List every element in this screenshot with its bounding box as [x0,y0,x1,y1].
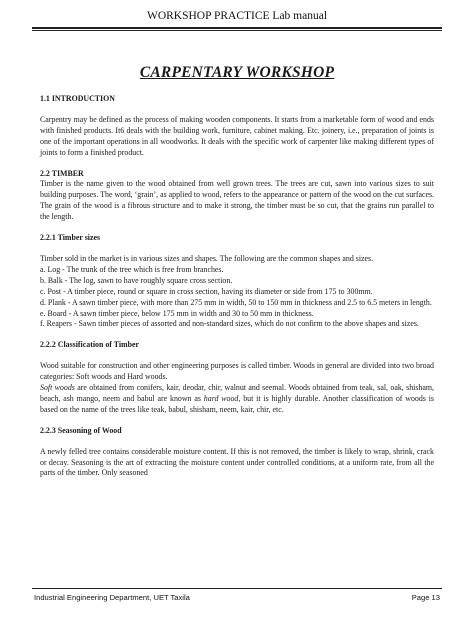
document-body [40,94,434,479]
section-heading-timber: 2.2 TIMBER [40,168,84,178]
timber-sizes-list [40,265,434,330]
section-heading-timber-sizes: 2.2.1 Timber sizes [40,233,101,243]
list-item: b. Balk - The log, sawn to have roughly square cross section. [40,275,233,285]
hard-wood-text: , but it is highly durable. Another classification of woods is based on the name of the trees like teak, babul, shisham, neem, kair, chir, etc. [40,393,434,414]
section-heading-classification: 2.2.2 Classification of Timber [40,340,139,350]
document-title: CARPENTARY WORKSHOP [139,64,335,81]
paragraph-timber: Timber is the name given to the wood obtained from well grown trees. The trees are cut, sawn into various sizes to suit building purposes. The word, ‘grain’, as applied to wood, refers to the appearance or pattern of the wood on the cut surfaces. The grain of the wood is a fibrous structure and to make it strong, the timber must be so cut, that the grains run parallel to the length. [40,179,434,222]
soft-woods-term: Soft woods [40,383,75,393]
paragraph-classification: Wood suitable for construction and other engineering purposes is called timber. Woods in general are divided into two broad categories: Soft woods and Hard woods. [40,361,434,382]
soft-woods-text: are obtained from conifers, kair, deodar, chir, walnut and seemal. Woods obtained from teak, sal, oak, shisham, beach, ash mango, neem and babul are known as [40,383,434,403]
list-item: a. Log - The trunk of the tree which is free from branches. [40,264,224,274]
list-item: d. Plank - A sawn timber piece, with more than 275 mm in width, 50 to 150 mm in thickness and 2.5 to 6.5 meters in length. [40,297,432,307]
paragraph-seasoning: A newly felled tree contains considerable moisture content. If this is not removed, the timber is likely to wrap, shrink, crack or decay. Seasoning is the art of extracting the moisture content under controlled conditions, at a uniform rate, from all the parts of the timber. Only seasoned [40,446,434,478]
page-number: Page 13 [411,593,440,602]
running-footer [34,593,440,602]
list-item: f. Reapers - Sawn timber pieces of assorted and non-standard sizes, which do not confirm to the above shapes and sizes. [40,319,419,329]
footer-divider [32,588,442,589]
hard-wood-term: hard wood [203,393,239,403]
paragraph-introduction: Carpentry may be defined as the process of making wooden components. It starts from a marketable form of wood and ends with finished products. It6 deals with the building work, furniture, cabinet making. Etc. joinery, i.e., preparation of joints is one of the important operations in all woodworks. It deals with the specific work of carpenter like making different types of joints to form a finished product. [40,114,434,157]
list-item: c. Post - A timber piece, round or square in cross section, having its diameter or side from 175 to 300mm. [40,286,373,296]
section-heading-introduction: 1.1 INTRODUCTION [40,94,115,103]
header-divider [32,27,442,31]
list-item: e. Board - A sawn timber piece, below 175 mm in width and 30 to 50 mm in thickness. [40,308,314,318]
paragraph-timber-sizes-intro: Timber sold in the market is in various sizes and shapes. The following are the common shapes and sizes. [40,253,374,263]
section-heading-seasoning: 2.2.3 Seasoning of Wood [40,425,122,435]
footer-department: Industrial Engineering Department, UET Taxila [34,593,190,602]
paragraph-wood-types [40,383,434,416]
running-header: WORKSHOP PRACTICE Lab manual [146,10,328,22]
